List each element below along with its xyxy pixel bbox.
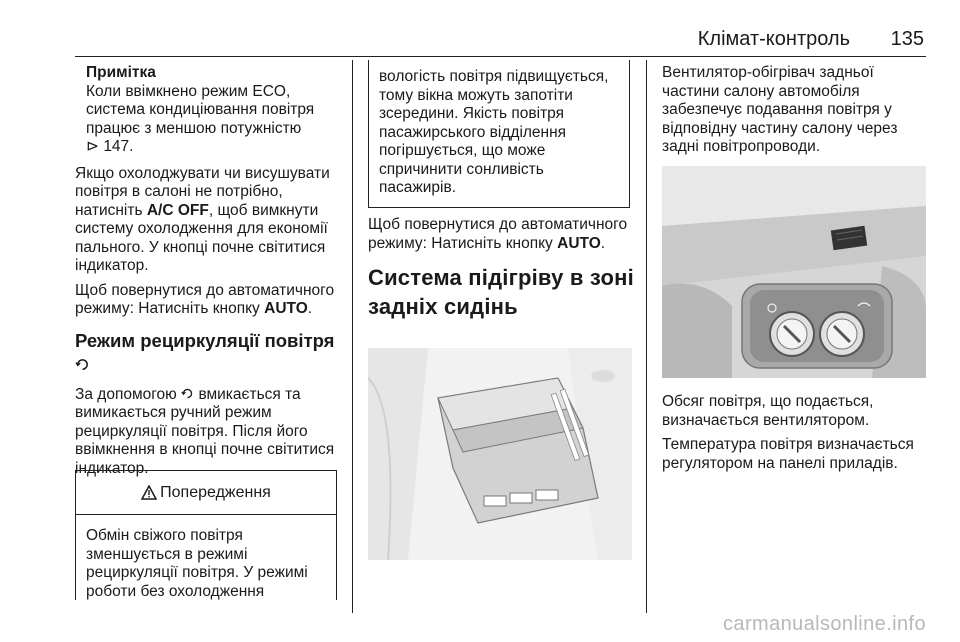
note-block: [75, 64, 345, 157]
column-divider-2: [646, 60, 647, 613]
header-divider: [75, 56, 926, 57]
page-number: 135: [890, 28, 924, 50]
note-title: Примітка: [86, 64, 156, 81]
column-3: [662, 64, 927, 163]
page-header: [0, 26, 960, 56]
warning-title: Попередження: [160, 483, 271, 501]
rear-vent-illustration: [368, 348, 632, 560]
auto-paragraph-2: Щоб повернутися до автоматичного режиму: Натисніть кнопку AUTO.: [368, 216, 628, 252]
column-2: [368, 216, 636, 335]
warning-header: [76, 471, 336, 515]
note-page-ref[interactable]: 147.: [103, 138, 134, 155]
column-divider-1: [352, 60, 353, 613]
recirculation-heading: Режим рециркуляції повітря: [75, 329, 345, 377]
recirculation-icon: [75, 357, 90, 372]
warning-text: Обмін свіжого повітря зменшується в режимі рециркуляції повітря. У режимі роботи без охолодження: [86, 527, 308, 600]
recirculation-paragraph: За допомогою вмикається та вимикається ручний режим рециркуляції повітря. Після його ввімкнення в кнопці почне світитися індикатор.: [75, 385, 335, 477]
warning-box-continued: вологість повітря підвищується, тому вікна можуть запотіти зсередини. Якість повітря пасажирського відділення погіршується, що може спричинити сонливість пасажирів.: [368, 60, 630, 208]
ac-off-label: A/C OFF: [146, 201, 209, 219]
warning-box: [75, 470, 337, 600]
auto-label: AUTO: [557, 234, 601, 252]
page-ref-arrow-icon: ⊳: [86, 138, 99, 155]
column-1: [75, 64, 345, 484]
warning-triangle-icon: [141, 485, 157, 500]
auto-label: AUTO: [264, 300, 308, 317]
section-title: Клімат-контроль: [697, 28, 850, 50]
ac-off-paragraph: Якщо охолоджувати чи висушувати повітря в салоні не потрібно, натисніть A/C OFF, щоб вимкнути систему охолодження для економії пального. У кнопці почне світитися індикатор.: [75, 164, 330, 274]
rear-heater-paragraph: Вентилятор-обігрівач задньої частини салону автомобіля забезпечує подавання повітря у відповідну частину салону через задні повітропроводи.: [662, 64, 898, 155]
rear-heater-controls-photo: [662, 166, 926, 378]
temperature-paragraph: Температура повітря визначається регулятором на панелі приладів.: [662, 436, 914, 472]
watermark: carmanualsonline.info: [723, 613, 926, 635]
fan-paragraph: Обсяг повітря, що подається, визначається вентилятором.: [662, 393, 874, 429]
note-text: Коли ввімкнено режим ECO, система кондиціювання повітря працює з меншою потужністю ⊳ 147.: [86, 82, 315, 155]
column-3-lower: [662, 393, 928, 479]
rear-heating-heading: Система підігріву в зоні задніх сидінь: [368, 265, 634, 319]
recirculation-icon: [181, 387, 194, 400]
auto-paragraph: Щоб повернутися до автоматичного режиму: Натисніть кнопку AUTO.: [75, 281, 335, 317]
